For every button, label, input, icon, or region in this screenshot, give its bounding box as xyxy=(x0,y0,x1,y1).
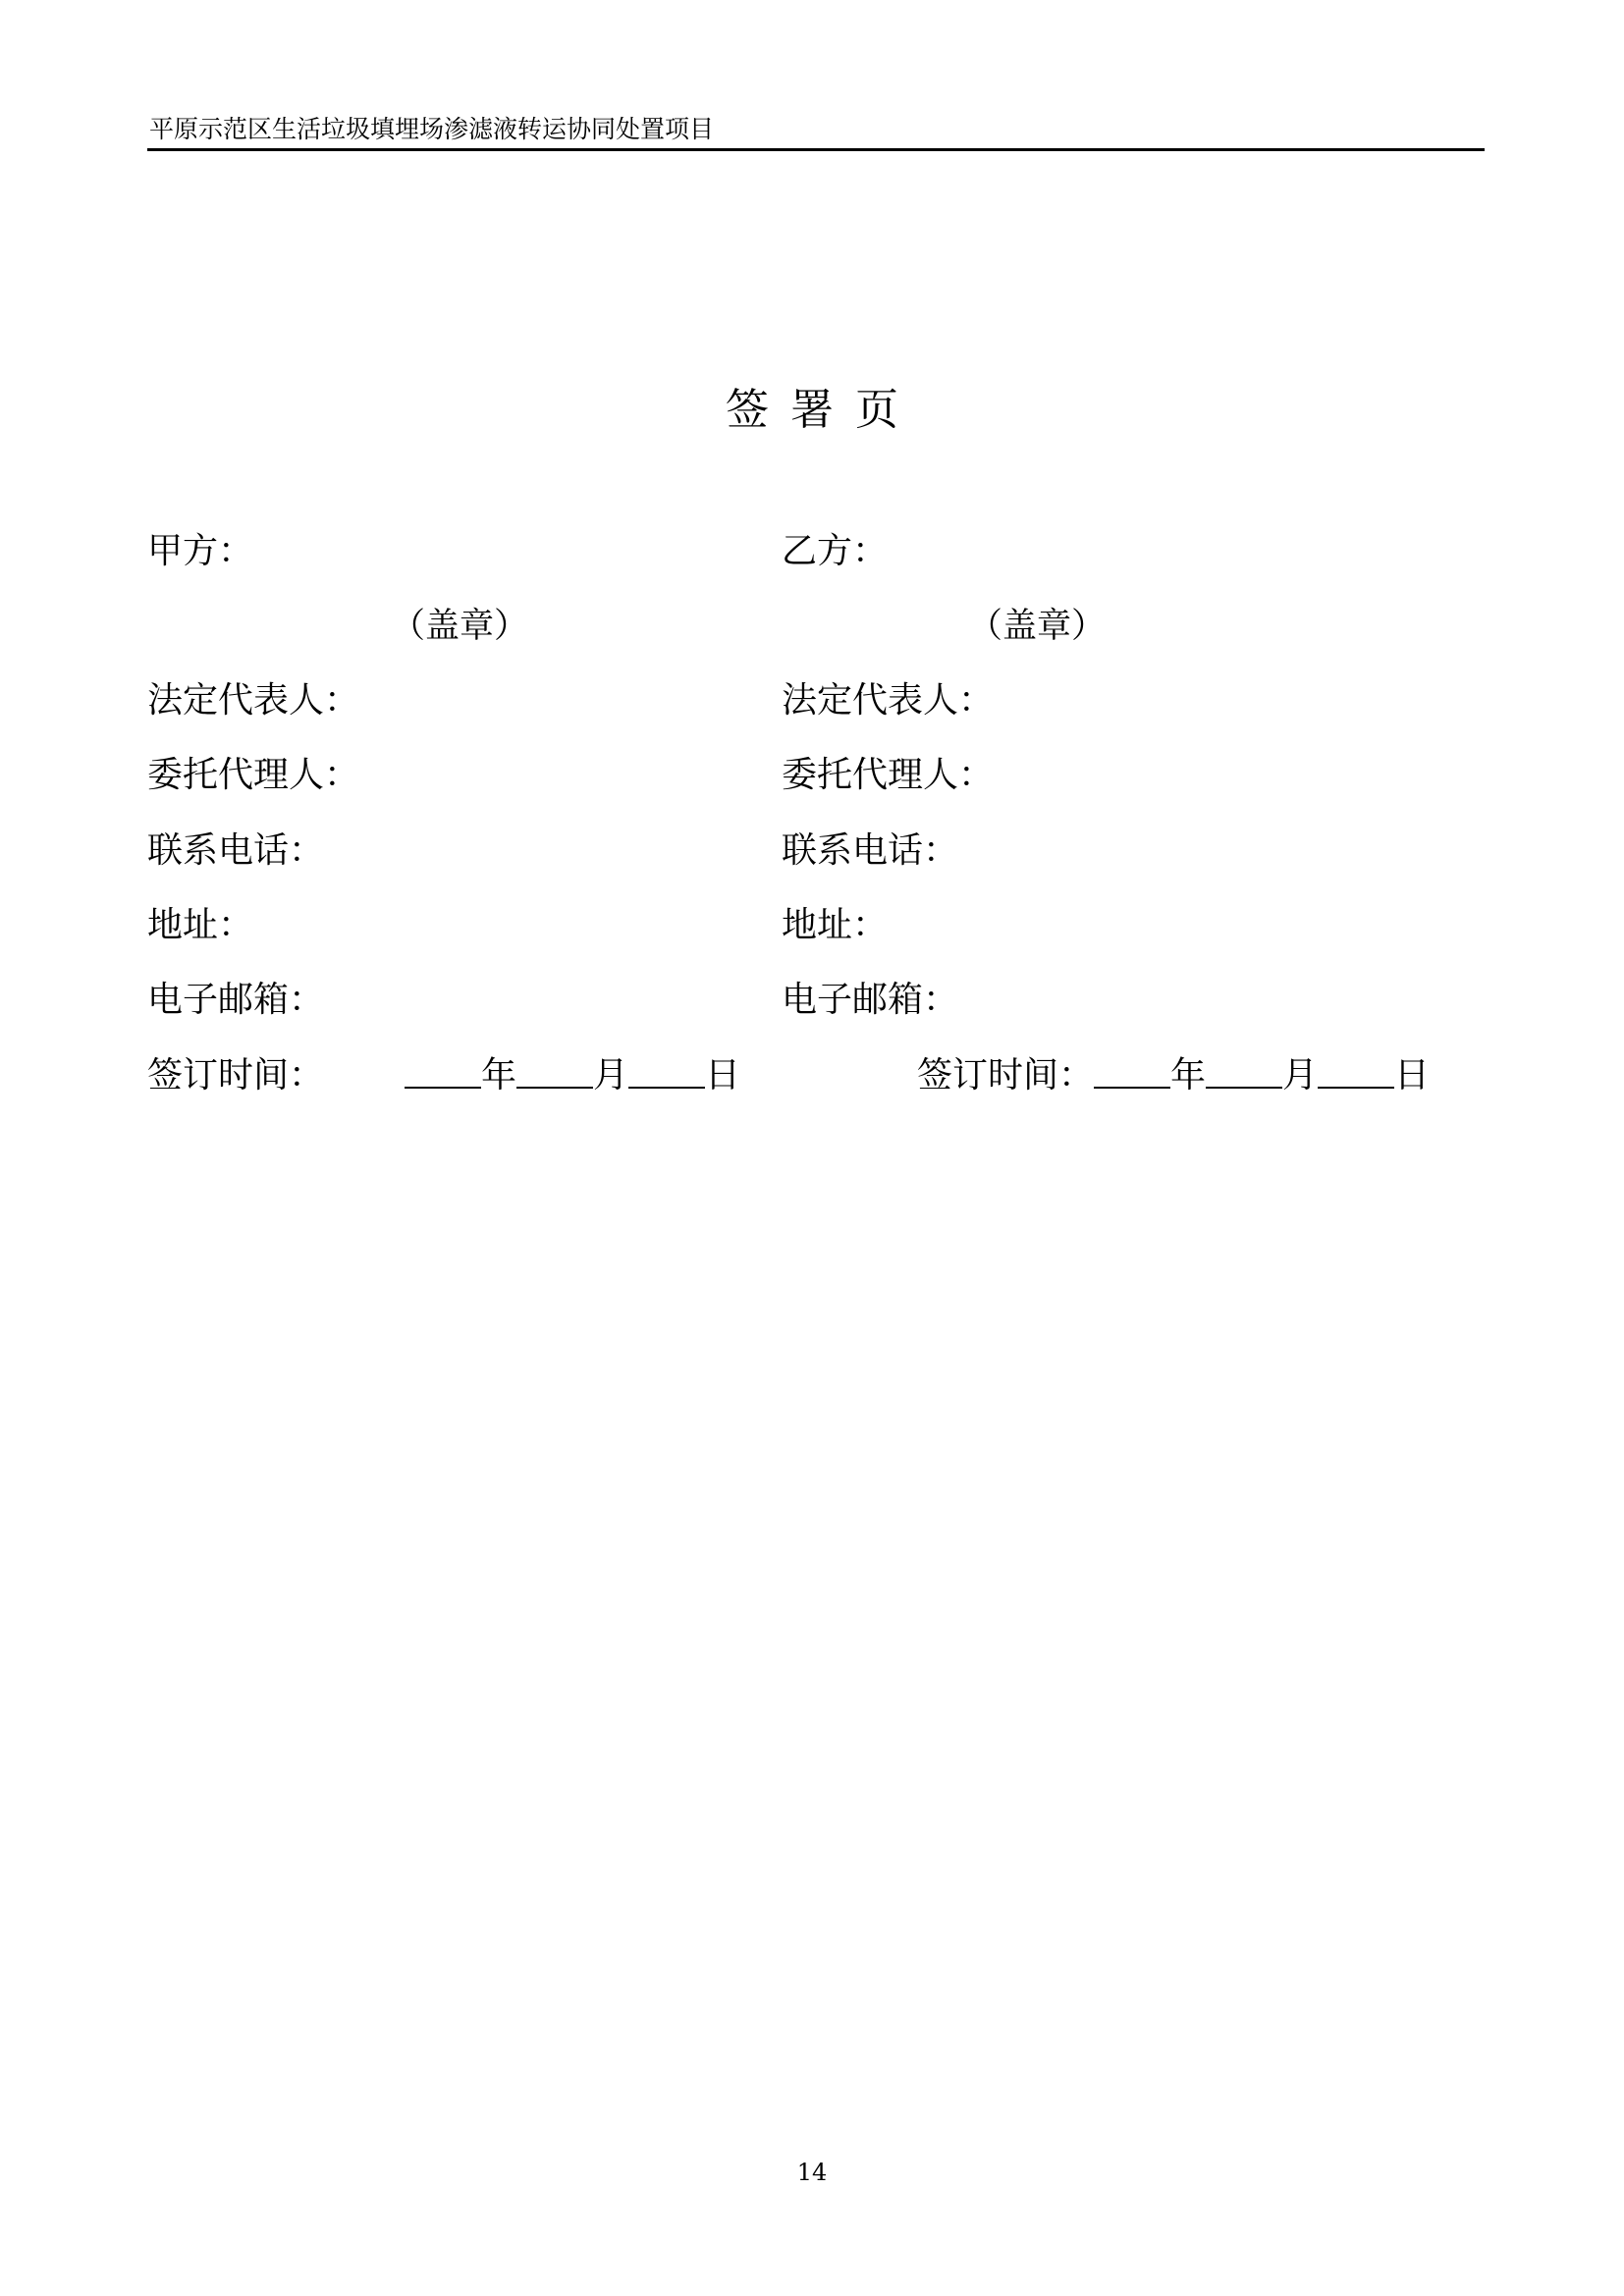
party-b-email-label: 电子邮箱： xyxy=(782,980,959,1020)
party-b-day-blank xyxy=(1318,1057,1394,1089)
party-a-year-blank xyxy=(405,1057,481,1089)
party-b-address-label: 地址： xyxy=(782,905,889,945)
party-b-phone-label: 联系电话： xyxy=(782,830,959,871)
page-title: 签署页 xyxy=(726,385,920,435)
party-b-year-unit: 年 xyxy=(1170,1055,1207,1095)
party-b-month-unit: 月 xyxy=(1282,1055,1319,1095)
party-a-signing-date xyxy=(147,1054,740,1097)
party-b-signing-date xyxy=(917,1054,1430,1097)
party-a-day-unit: 日 xyxy=(705,1055,741,1095)
party-b-seal: （盖章） xyxy=(968,607,1107,646)
party-b-date-label: 签订时间： xyxy=(917,1055,1095,1095)
party-b-month-blank xyxy=(1206,1057,1282,1089)
party-a-email-label: 电子邮箱： xyxy=(147,980,325,1020)
party-b-agent-label: 委托代理人： xyxy=(782,755,995,795)
header-rule xyxy=(147,148,1485,151)
party-a-month-blank xyxy=(516,1057,593,1089)
party-a-agent-label: 委托代理人： xyxy=(147,755,360,795)
party-a-phone-label: 联系电话： xyxy=(147,830,325,871)
party-a-legal-rep-label: 法定代表人： xyxy=(147,680,360,721)
page-number: 14 xyxy=(796,2159,828,2186)
party-b-day-unit: 日 xyxy=(1394,1055,1431,1095)
party-a-day-blank xyxy=(628,1057,705,1089)
running-header: 平原示范区生活垃圾填埋场渗滤液转运协同处置项目 xyxy=(149,115,715,143)
party-a-label: 甲方： xyxy=(147,531,254,571)
party-a-seal: （盖章） xyxy=(391,607,529,646)
party-a-address-label: 地址： xyxy=(147,905,254,945)
party-b-year-blank xyxy=(1094,1057,1170,1089)
party-b-legal-rep-label: 法定代表人： xyxy=(782,680,995,721)
party-b-label: 乙方： xyxy=(782,531,889,571)
party-a-month-unit: 月 xyxy=(593,1055,629,1095)
party-a-date-label: 签订时间： xyxy=(147,1055,325,1095)
party-a-year-unit: 年 xyxy=(481,1055,517,1095)
